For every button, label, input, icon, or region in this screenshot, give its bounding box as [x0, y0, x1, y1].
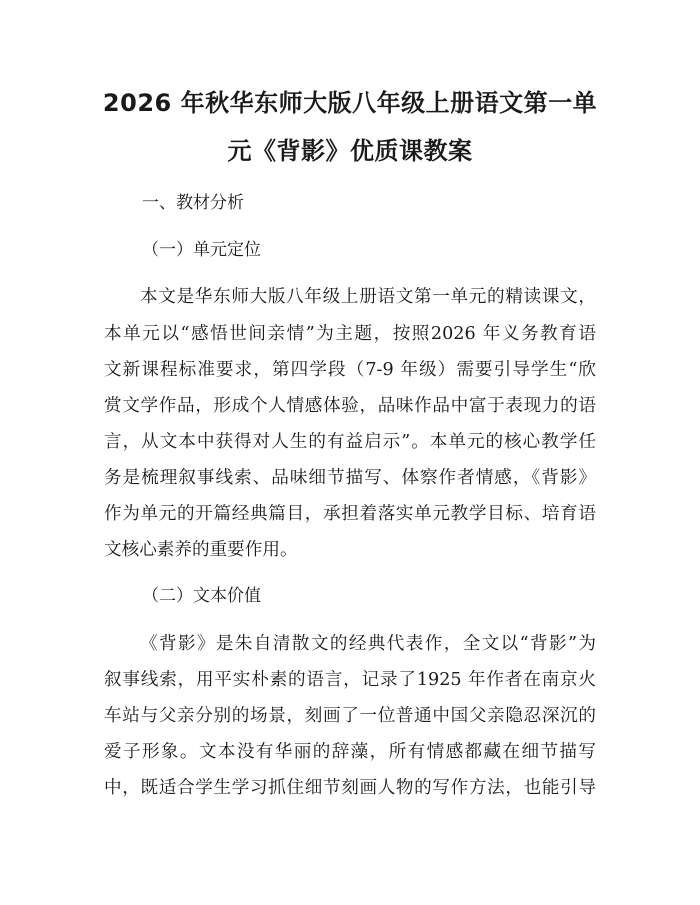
document-title-line-1: 2026 年秋华东师大版八年级上册语文第一单	[102, 89, 598, 117]
paragraph-1-line-4: 赏文学作品，形成个人情感体验，品味作品中富于表现力的语	[104, 396, 596, 416]
paragraph-2-line-5: 中，既适合学生学习抓住细节刻画人物的写作方法，也能引导	[104, 778, 596, 798]
paragraph-1-line-1: 本文是华东师大版八年级上册语文第一单元的精读课文，	[140, 287, 596, 307]
section-heading-teaching-material-analysis: 一、教材分析	[142, 193, 244, 213]
subsection-heading-unit-positioning: （一）单元定位	[142, 240, 261, 260]
paragraph-2-line-2: 叙事线索，用平实朴素的语言，记录了1925 年作者在南京火	[104, 670, 596, 690]
paragraph-1-line-7: 作为单元的开篇经典篇目，承担着落实单元教学目标、培育语	[104, 504, 596, 524]
paragraph-2-line-1: 《背影》是朱自清散文的经典代表作，全文以“背影”为	[140, 634, 596, 654]
document-title-line-2: 元《背影》优质课教案	[227, 137, 473, 165]
paragraph-1-line-5: 言，从文本中获得对人生的有益启示”。本单元的核心教学任	[104, 432, 596, 452]
paragraph-2-line-4: 爱子形象。文本没有华丽的辞藻，所有情感都藏在细节描写	[104, 742, 596, 762]
paragraph-1-line-2: 本单元以“感悟世间亲情”为主题，按照2026 年义务教育语	[104, 324, 596, 344]
paragraph-2-line-3: 车站与父亲分别的场景，刻画了一位普通中国父亲隐忍深沉的	[104, 706, 596, 726]
paragraph-1-line-8: 文核心素养的重要作用。	[104, 540, 298, 560]
paragraph-1-line-3: 文新课程标准要求，第四学段（7-9 年级）需要引导学生“欣	[104, 360, 596, 380]
paragraph-1-line-6: 务是梳理叙事线索、品味细节描写、体察作者情感，《背影》	[104, 468, 596, 488]
subsection-heading-text-value: （二）文本价值	[142, 586, 261, 606]
